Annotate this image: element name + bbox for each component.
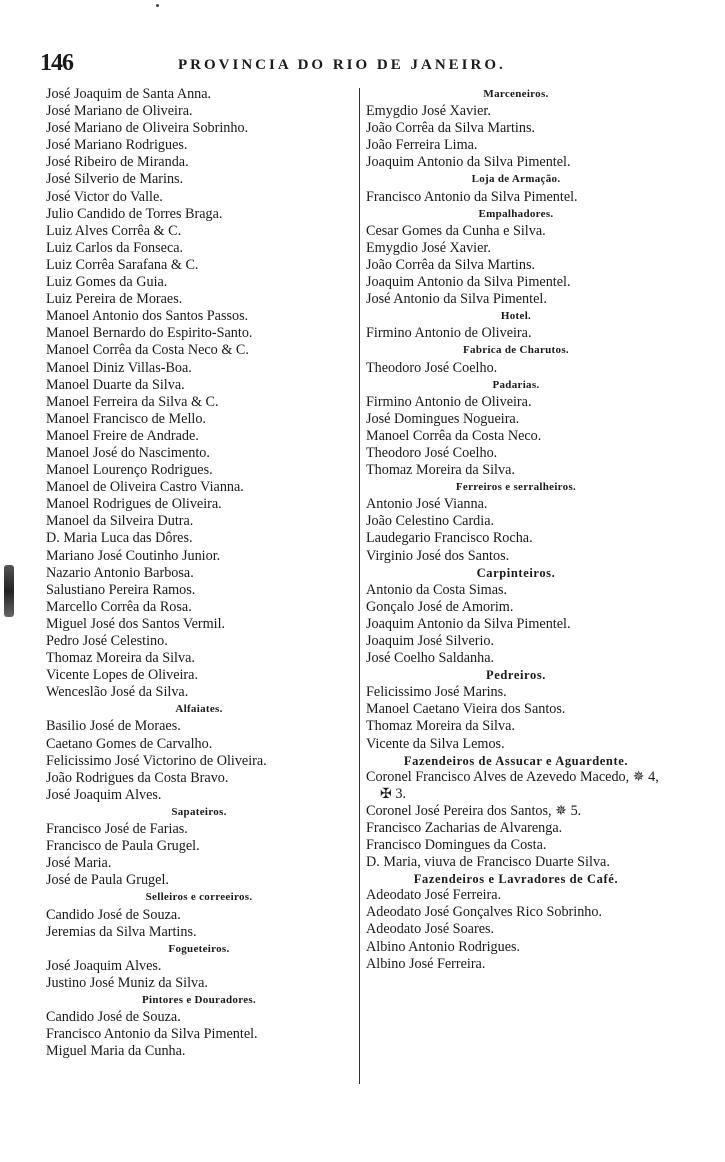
list-item: Manoel Corrêa da Costa Neco. bbox=[366, 427, 542, 444]
list-item: Luiz Carlos da Fonseca. bbox=[46, 239, 184, 256]
ink-speck bbox=[156, 4, 159, 7]
list-item: Nazario Antonio Barbosa. bbox=[46, 564, 194, 581]
list-item: Luiz Gomes da Guia. bbox=[46, 274, 168, 291]
list-item: Theodoro José Coelho. bbox=[366, 359, 498, 376]
list-item: Manoel Francisco de Mello. bbox=[46, 410, 206, 427]
list-item: Manoel Diniz Villas-Boa. bbox=[46, 359, 192, 376]
section-heading-ferreiros: Ferreiros e serralheiros. bbox=[455, 481, 577, 494]
list-item: Gonçalo José de Amorim. bbox=[366, 598, 514, 615]
list-item: Justino José Muniz da Silva. bbox=[46, 974, 208, 991]
list-item: Manoel Caetano Vieira dos Santos. bbox=[366, 701, 566, 718]
running-title: PROVINCIA DO RIO DE JANEIRO. bbox=[178, 57, 506, 73]
list-item: João Ferreira Lima. bbox=[366, 137, 478, 154]
list-item: José Mariano de Oliveira Sobrinho. bbox=[46, 120, 249, 137]
list-item: José Mariano Rodrigues. bbox=[46, 137, 188, 154]
list-item: Basilio José de Moraes. bbox=[46, 718, 181, 735]
list-item: D. Maria, viuva de Francisco Duarte Silva. bbox=[366, 854, 610, 871]
list-item: Manoel Lourenço Rodrigues. bbox=[46, 462, 213, 479]
list-item: Miguel José dos Santos Vermil. bbox=[46, 615, 226, 632]
list-item: Vicente Lopes de Oliveira. bbox=[46, 667, 198, 684]
list-item: Albino José Ferreira. bbox=[366, 955, 486, 972]
list-item: Felicissimo José Victorino de Oliveira. bbox=[46, 752, 267, 769]
list-item: João Corrêa da Silva Martins. bbox=[366, 120, 536, 137]
list-item: Joaquim José Silverio. bbox=[366, 633, 495, 649]
list-item: João Corrêa da Silva Martins. bbox=[366, 256, 536, 273]
section-heading-empalhadores: Empalhadores. bbox=[478, 207, 554, 220]
section-heading-fazendeiros-assucar: Fazendeiros de Assucar e Aguardente. bbox=[403, 753, 629, 768]
list-item: Thomaz Moreira da Silva. bbox=[366, 718, 515, 735]
list-item: Luiz Corrêa Sarafana & C. bbox=[46, 256, 199, 273]
scan-artifact bbox=[4, 565, 14, 617]
list-item: Emygdio José Xavier. bbox=[366, 103, 491, 120]
section-heading-carpinteiros: Carpinteiros. bbox=[476, 565, 556, 580]
list-item: Coronel Francisco Alves de Azevedo Macedo, ✵ 4, ✠ 3. bbox=[366, 768, 659, 802]
list-item: Miguel Maria da Cunha. bbox=[46, 1043, 186, 1060]
list-item: Manoel Antonio dos Santos Passos. bbox=[46, 308, 249, 325]
list-item: Manoel Corrêa da Costa Neco & C. bbox=[46, 342, 249, 359]
list-item: Francisco Zacharias de Alvarenga. bbox=[366, 819, 563, 836]
list-item: Antonio José Vianna. bbox=[366, 496, 488, 513]
list-item: José Maria. bbox=[46, 855, 112, 872]
list-item: João Celestino Cardia. bbox=[366, 513, 495, 530]
section-heading-pintores: Pintores e Douradores. bbox=[141, 993, 257, 1006]
list-item: Wenceslão José da Silva. bbox=[46, 684, 189, 701]
list-item: José Silverio de Marins. bbox=[46, 171, 184, 188]
left-column bbox=[46, 86, 352, 1060]
list-item: José Ribeiro de Miranda. bbox=[46, 154, 189, 171]
section-heading-selleiros: Selleiros e correeiros. bbox=[145, 891, 253, 904]
section-heading-alfaiates: Alfaiates. bbox=[175, 703, 223, 716]
list-item: Pedro José Celestino. bbox=[46, 633, 168, 649]
list-item: Emygdio José Xavier. bbox=[366, 239, 491, 256]
section-heading-sapateiros: Sapateiros. bbox=[171, 805, 227, 818]
list-item: Luiz Alves Corrêa & C. bbox=[46, 222, 182, 239]
list-item: Candido José de Souza. bbox=[46, 1009, 181, 1026]
list-item: José Joaquim Alves. bbox=[46, 957, 162, 974]
section-heading-marceneiros: Marceneiros. bbox=[483, 88, 549, 100]
list-item: José de Paula Grugel. bbox=[46, 872, 169, 889]
list-item: José Coelho Saldanha. bbox=[366, 650, 495, 667]
list-item: Cesar Gomes da Cunha e Silva. bbox=[366, 222, 546, 239]
list-item: Theodoro José Coelho. bbox=[366, 444, 498, 461]
section-heading-pedreiros: Pedreiros. bbox=[485, 668, 547, 683]
page-number: 146 bbox=[40, 50, 73, 76]
section-heading-loja-armacao: Loja de Armação. bbox=[471, 173, 561, 186]
list-item: Adeodato José Gonçalves Rico Sobrinho. bbox=[366, 904, 603, 921]
list-item: José Joaquim Alves. bbox=[46, 786, 162, 803]
page-header bbox=[40, 50, 680, 78]
list-item: Manoel Duarte da Silva. bbox=[46, 376, 185, 393]
list-item: José Antonio da Silva Pimentel. bbox=[366, 291, 547, 308]
list-item: Albino Antonio Rodrigues. bbox=[366, 938, 521, 955]
list-item: José Victor do Valle. bbox=[46, 188, 163, 205]
list-item: José Domingues Nogueira. bbox=[366, 410, 520, 427]
list-item: Jeremias da Silva Martins. bbox=[46, 923, 197, 940]
list-item: Joaquim Antonio da Silva Pimentel. bbox=[366, 274, 571, 291]
list-item: Laudegario Francisco Rocha. bbox=[366, 530, 533, 547]
list-item: Francisco Antonio da Silva Pimentel. bbox=[366, 188, 578, 205]
list-item: Joaquim Antonio da Silva Pimentel. bbox=[366, 154, 571, 171]
list-item: Manoel Rodrigues de Oliveira. bbox=[46, 496, 222, 513]
list-item: Mariano José Coutinho Junior. bbox=[46, 547, 221, 564]
list-item: Francisco Antonio da Silva Pimentel. bbox=[46, 1026, 258, 1043]
list-item: Antonio da Costa Simas. bbox=[366, 581, 508, 598]
list-item: Manoel Freire de Andrade. bbox=[46, 427, 199, 444]
list-item: Julio Candido de Torres Braga. bbox=[46, 205, 223, 222]
list-item: Firmino Antonio de Oliveira. bbox=[366, 325, 532, 342]
list-item: Marcello Corrêa da Rosa. bbox=[46, 598, 192, 615]
list-item: Manoel de Oliveira Castro Vianna. bbox=[46, 479, 244, 496]
list-item: Vicente da Silva Lemos. bbox=[366, 735, 505, 752]
list-item: Luiz Pereira de Moraes. bbox=[46, 291, 183, 308]
list-item: Francisco José de Farias. bbox=[46, 821, 188, 838]
list-item: Francisco Domingues da Costa. bbox=[366, 837, 547, 854]
list-item: José Mariano de Oliveira. bbox=[46, 103, 193, 120]
list-item: Candido José de Souza. bbox=[46, 906, 181, 923]
list-item: Manoel Ferreira da Silva & C. bbox=[46, 393, 219, 410]
list-item: Adeodato José Ferreira. bbox=[366, 887, 502, 904]
list-item: Manoel da Silveira Dutra. bbox=[46, 513, 194, 530]
list-item: Felicissimo José Marins. bbox=[366, 684, 507, 701]
list-item: D. Maria Luca das Dôres. bbox=[46, 530, 193, 547]
list-item: Virginio José dos Santos. bbox=[366, 547, 510, 564]
list-item: José Joaquim de Santa Anna. bbox=[46, 86, 212, 102]
section-heading-fogueteiros: Fogueteiros. bbox=[168, 942, 230, 955]
list-item: Adeodato José Soares. bbox=[366, 921, 495, 938]
list-item: Caetano Gomes de Carvalho. bbox=[46, 735, 213, 752]
section-heading-fazendeiros-cafe: Fazendeiros e Lavradores de Café. bbox=[413, 872, 619, 887]
column-divider bbox=[359, 88, 360, 1084]
list-item: Coronel José Pereira dos Santos, ✵ 5. bbox=[366, 802, 582, 819]
list-item: Salustiano Pereira Ramos. bbox=[46, 581, 196, 598]
list-item: Thomaz Moreira da Silva. bbox=[46, 650, 195, 667]
list-item: Manoel Bernardo do Espirito-Santo. bbox=[46, 325, 253, 342]
section-heading-fabrica-charutos: Fabrica de Charutos. bbox=[463, 344, 569, 357]
list-item: Firmino Antonio de Oliveira. bbox=[366, 393, 532, 410]
list-item: Thomaz Moreira da Silva. bbox=[366, 462, 515, 479]
list-item: Joaquim Antonio da Silva Pimentel. bbox=[366, 615, 571, 632]
right-column bbox=[366, 86, 666, 973]
list-item: João Rodrigues da Costa Bravo. bbox=[46, 769, 229, 786]
list-item: Manoel José do Nascimento. bbox=[46, 444, 210, 461]
section-heading-padarias: Padarias. bbox=[492, 378, 540, 391]
list-item: Francisco de Paula Grugel. bbox=[46, 838, 200, 855]
section-heading-hotel: Hotel. bbox=[500, 310, 532, 323]
